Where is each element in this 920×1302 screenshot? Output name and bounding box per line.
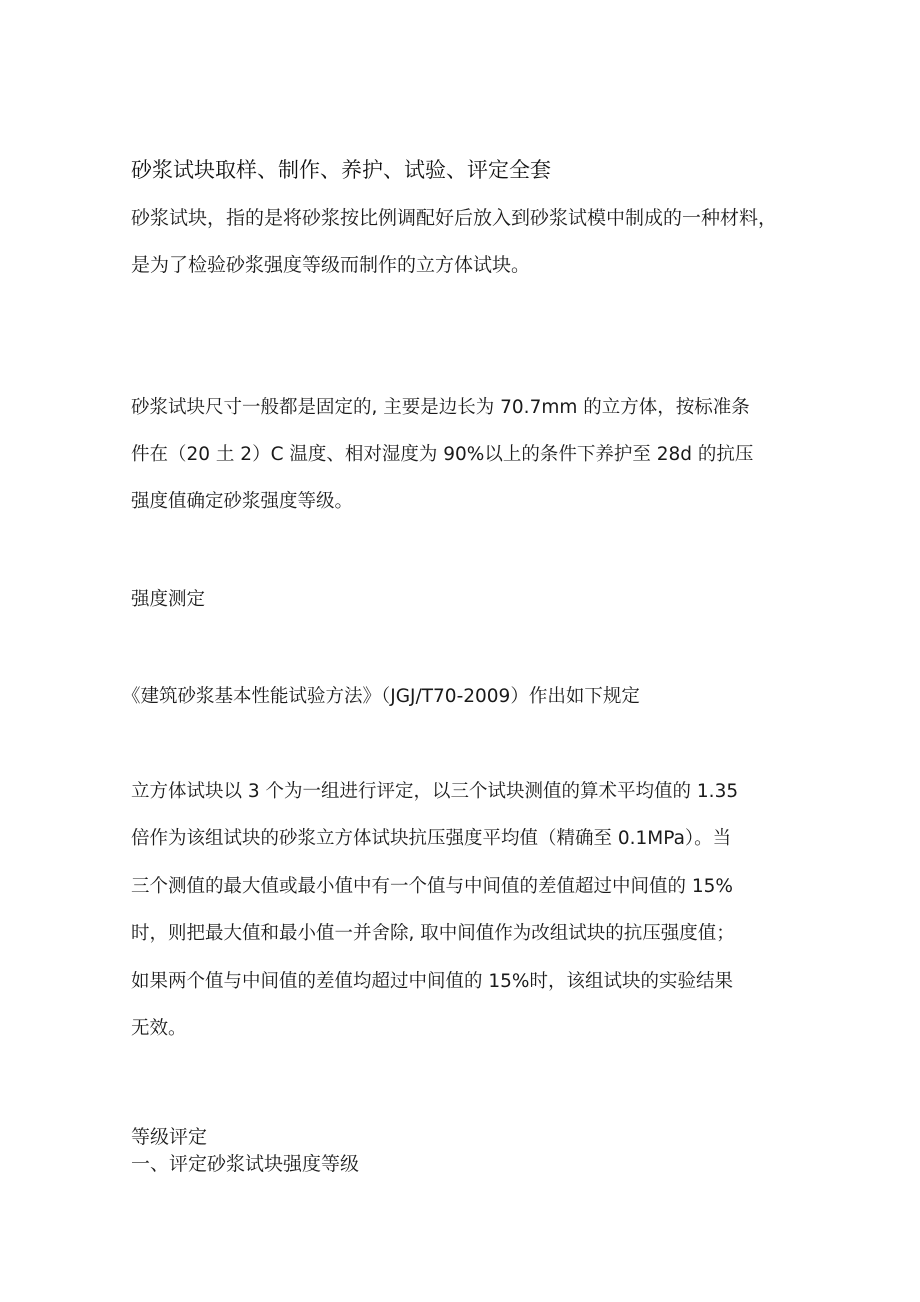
document-title: 砂浆试块取样、制作、养护、试验、评定全套 [131, 158, 551, 182]
size-paragraph-line-1: 砂浆试块尺寸一般都是固定的, 主要是边长为 70.7mm 的立方体，按标准条 [131, 397, 750, 418]
standard-reference: 《建筑砂浆基本性能试验方法》（JGJ/T70-2009）作出如下规定 [122, 686, 640, 707]
intro-line-2: 是为了检验砂浆强度等级而制作的立方体试块。 [131, 254, 531, 276]
intro-line-1: 砂浆试块，指的是将砂浆按比例调配好后放入到砂浆试模中制成的一种材料， [131, 207, 778, 229]
rule-line-5: 如果两个值与中间值的差值均超过中间值的 15%时，该组试块的实验结果 [131, 971, 734, 992]
rule-line-3: 三个测值的最大值或最小值中有一个值与中间值的差值超过中间值的 15% [131, 876, 734, 897]
rule-line-4: 时，则把最大值和最小值一并舍除, 取中间值作为改组试块的抗压强度值； [131, 923, 735, 944]
grade-heading: 等级评定 [131, 1126, 208, 1148]
strength-heading: 强度测定 [131, 589, 206, 610]
rule-line-2: 倍作为该组试块的砂浆立方体试块抗压强度平均值（精确至 0.1MPa）。当 [131, 828, 732, 849]
size-paragraph-line-2: 件在（20 土 2）C 温度、相对湿度为 90%以上的条件下养护至 28d 的抗压 [131, 444, 754, 465]
rule-line-6: 无效。 [131, 1018, 187, 1039]
rule-line-1: 立方体试块以 3 个为一组进行评定，以三个试块测值的算术平均值的 1.35 [131, 781, 739, 802]
size-paragraph-line-3: 强度值确定砂浆强度等级。 [131, 491, 354, 512]
grade-sub-heading: 一、评定砂浆试块强度等级 [131, 1153, 360, 1175]
